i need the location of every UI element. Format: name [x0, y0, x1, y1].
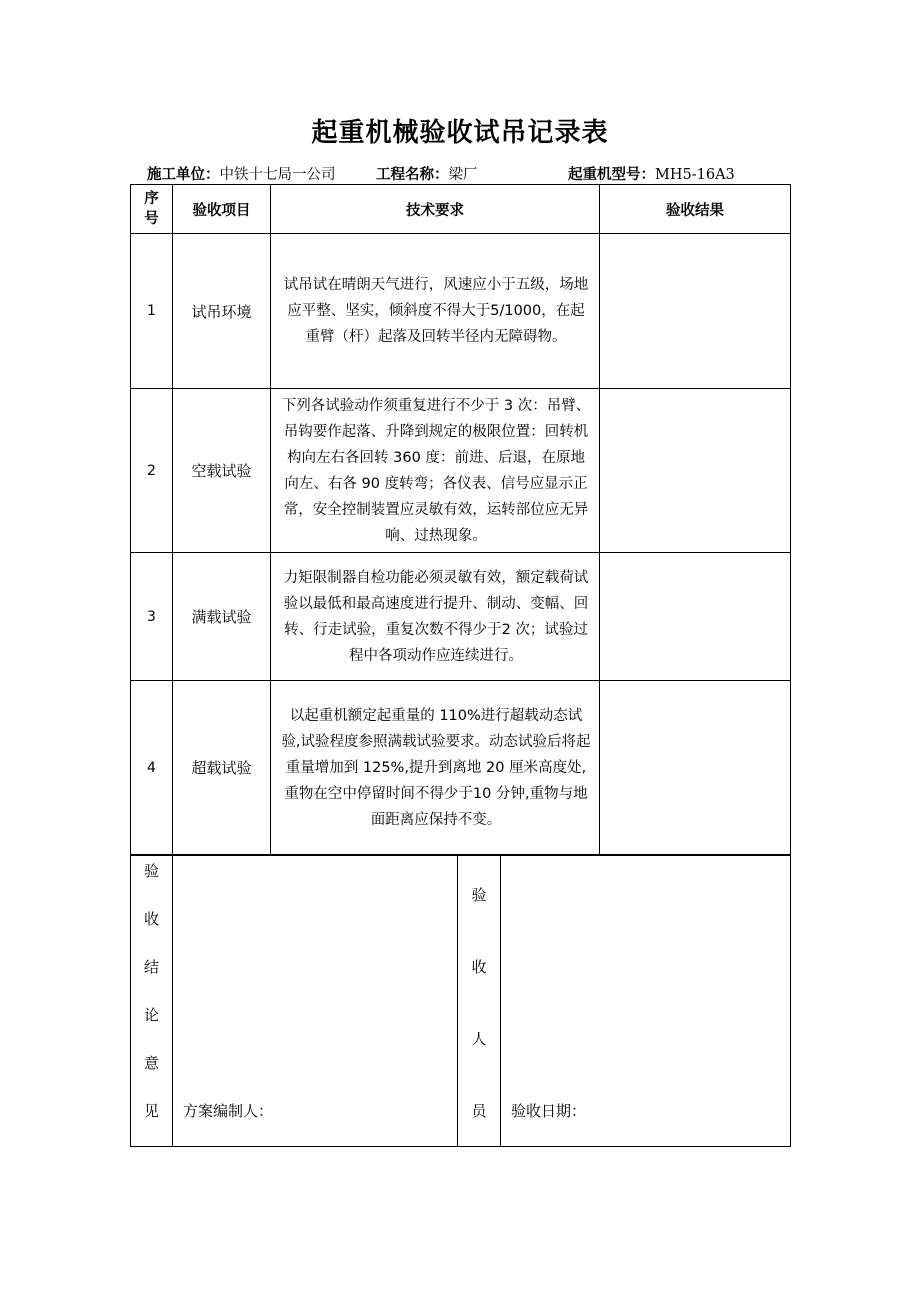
personnel-char: 收	[471, 958, 487, 976]
conclusion-char: 意	[143, 1054, 159, 1072]
row-item: 试吊环境	[173, 234, 271, 389]
signoff-row	[131, 856, 791, 1147]
project-name-value: 梁厂	[448, 167, 478, 183]
header-seq-line1: 序	[144, 191, 159, 207]
row-requirement	[271, 681, 600, 855]
header-info	[147, 164, 787, 186]
header-result: 验收结果	[600, 185, 791, 234]
table-header-row	[131, 185, 791, 234]
header-requirement: 技术要求	[271, 185, 600, 234]
crane-model	[568, 164, 735, 186]
conclusion-char: 收	[143, 910, 159, 928]
construction-unit-label: 施工单位：	[147, 167, 220, 183]
row-seq: 3	[131, 553, 173, 681]
row-requirement	[271, 234, 600, 389]
project-name	[376, 164, 478, 186]
table-row	[131, 553, 791, 681]
conclusion-char: 见	[143, 1102, 159, 1120]
conclusion-label-cell	[131, 856, 173, 1147]
signoff-table	[130, 855, 791, 1147]
row-requirement	[271, 389, 600, 553]
inspection-table	[130, 184, 791, 855]
crane-model-value: MH5-16A3	[655, 167, 735, 183]
conclusion-char: 论	[143, 1006, 159, 1024]
row-item: 空载试验	[173, 389, 271, 553]
row-result[interactable]	[600, 553, 791, 681]
row-requirement-text: 力矩限制器自检功能必须灵敏有效，额定载荷试验以最低和最高速度进行提升、制动、变幅、回转、行走试验，重复次数不得少于2 次；试验过程中各项动作应连续进行。	[283, 569, 589, 664]
personnel-char: 验	[471, 886, 487, 904]
construction-unit-value: 中铁十七局一公司	[219, 167, 336, 183]
compiler-label: 方案编制人：	[183, 1102, 274, 1120]
conclusion-char: 结	[143, 958, 159, 976]
table-row	[131, 234, 791, 389]
construction-unit	[147, 164, 336, 186]
row-seq: 4	[131, 681, 173, 855]
table-row	[131, 681, 791, 855]
row-requirement-text: 下列各试验动作须重复进行不少于 3 次：吊臂、吊钩要作起落、升降到规定的极限位置：回转机构向左右各回转 360 度：前进、后退，在原地向左、右各 90 度转弯；各仪表、信号应显示正常，安全控制装置应灵敏有效，运转部位应无异响、过热现象。	[281, 397, 591, 544]
header-seq	[131, 185, 173, 234]
table-row	[131, 389, 791, 553]
row-item: 超载试验	[173, 681, 271, 855]
personnel-label-cell	[458, 856, 501, 1147]
row-result[interactable]	[600, 389, 791, 553]
conclusion-cell[interactable]	[173, 856, 458, 1147]
header-seq-line2: 号	[144, 211, 159, 227]
project-name-label: 工程名称：	[376, 167, 449, 183]
conclusion-char: 验	[143, 862, 159, 880]
row-seq: 2	[131, 389, 173, 553]
personnel-char: 人	[471, 1030, 487, 1048]
row-result[interactable]	[600, 234, 791, 389]
row-result[interactable]	[600, 681, 791, 855]
row-requirement-text: 以起重机额定起重量的 110%进行超载动态试验,试验程度参照满载试验要求。动态试验后将起重量增加到 125%,提升到离地 20 厘米高度处,重物在空中停留时间不得少于10 分钟,重物与地面距离应保持不变。	[281, 707, 591, 828]
header-item: 验收项目	[173, 185, 271, 234]
personnel-char: 员	[471, 1102, 487, 1120]
page-title: 起重机械验收试吊记录表	[311, 118, 609, 148]
row-requirement-text: 试吊试在晴朗天气进行，风速应小于五级，场地应平整、坚实，倾斜度不得大于5/1000，在起重臂（杆）起落及回转半径内无障碍物。	[283, 277, 589, 345]
date-label: 验收日期：	[511, 1102, 587, 1120]
row-seq: 1	[131, 234, 173, 389]
row-requirement	[271, 553, 600, 681]
personnel-cell[interactable]	[501, 856, 791, 1147]
crane-model-label: 起重机型号：	[568, 167, 655, 183]
row-item: 满载试验	[173, 553, 271, 681]
